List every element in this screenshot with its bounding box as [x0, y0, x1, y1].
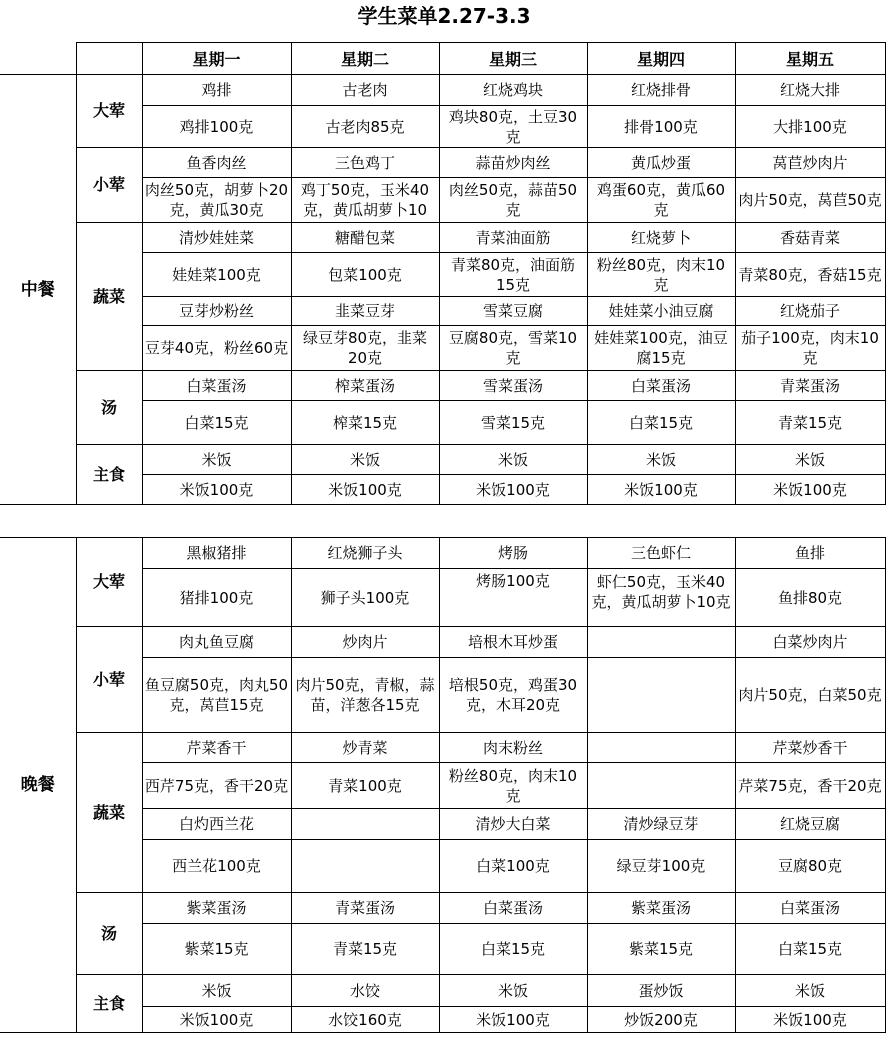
dish-cell: 烤肠	[439, 538, 587, 569]
empty-header-cell	[76, 43, 142, 75]
dish-cell: 古老肉	[291, 75, 439, 106]
portion-cell: 芹菜75克，香干20克	[735, 763, 885, 809]
portion-cell: 大排100克	[735, 106, 885, 148]
portion-cell: 炒饭200克	[587, 1007, 735, 1033]
portion-cell: 娃娃菜100克	[142, 253, 291, 297]
portion-cell: 茄子100克，肉末10克	[735, 326, 885, 371]
category-label: 蔬菜	[76, 223, 142, 371]
lunch-table	[0, 42, 886, 505]
portion-text: 虾仁50克，玉米40克，黄瓜胡萝卜10克	[591, 573, 731, 611]
dish-cell: 米饭	[735, 445, 885, 475]
dish-cell: 培根木耳炒蛋	[439, 627, 587, 658]
dish-cell: 白灼西兰花	[142, 809, 291, 840]
meal-label: 中餐	[0, 75, 76, 505]
dish-cell: 鸡排	[142, 75, 291, 106]
portion-cell: 娃娃菜100克，油豆腐15克	[587, 326, 735, 371]
dish-cell: 青菜油面筋	[439, 223, 587, 253]
dish-cell: 红烧茄子	[735, 297, 885, 326]
dish-cell: 蛋炒饭	[587, 975, 735, 1007]
dish-cell: 炒肉片	[291, 627, 439, 658]
portion-cell	[587, 658, 735, 733]
category-label: 主食	[76, 445, 142, 505]
portion-cell: 米饭100克	[291, 475, 439, 505]
portion-cell: 白菜15克	[735, 924, 885, 975]
category-label: 小荤	[76, 148, 142, 223]
portion-cell: 豆腐80克	[735, 840, 885, 893]
portion-cell: 白菜100克	[439, 840, 587, 893]
table-row	[0, 445, 885, 475]
dish-cell: 鱼香肉丝	[142, 148, 291, 178]
portion-cell: 粉丝80克，肉末10克	[587, 253, 735, 297]
dinner-table	[0, 537, 886, 1033]
portion-cell: 紫菜15克	[587, 924, 735, 975]
portion-cell: 肉片50克，青椒，蒜苗，洋葱各15克	[291, 658, 439, 733]
meal-label: 晚餐	[0, 538, 76, 1033]
portion-cell	[439, 569, 587, 627]
table-row	[0, 538, 885, 569]
dish-cell: 米饭	[439, 975, 587, 1007]
dish-cell: 肉末粉丝	[439, 733, 587, 763]
dish-cell: 白菜蛋汤	[142, 371, 291, 401]
portion-cell: 肉片50克，莴苣50克	[735, 178, 885, 223]
dish-cell: 紫菜蛋汤	[142, 893, 291, 924]
portion-cell: 肉丝50克，蒜苗50克	[439, 178, 587, 223]
dish-cell: 白菜蛋汤	[439, 893, 587, 924]
dish-cell: 米饭	[587, 445, 735, 475]
portion-cell: 雪菜15克	[439, 401, 587, 445]
table-row	[0, 975, 885, 1007]
portion-cell: 鸡块80克，土豆30克	[439, 106, 587, 148]
dish-cell: 清炒绿豆芽	[587, 809, 735, 840]
dish-cell: 红烧鸡块	[439, 75, 587, 106]
dish-cell: 莴苣炒肉片	[735, 148, 885, 178]
dish-cell: 炒青菜	[291, 733, 439, 763]
portion-cell	[587, 763, 735, 809]
dish-cell: 米饭	[291, 445, 439, 475]
dish-cell: 韭菜豆芽	[291, 297, 439, 326]
dish-cell: 三色鸡丁	[291, 148, 439, 178]
portion-cell: 米饭100克	[587, 475, 735, 505]
weekday-header: 星期四	[587, 43, 735, 75]
category-label: 小荤	[76, 627, 142, 733]
dish-cell: 香菇青菜	[735, 223, 885, 253]
portion-cell: 鸡蛋60克，黄瓜60克	[587, 178, 735, 223]
portion-cell: 排骨100克	[587, 106, 735, 148]
dish-cell: 米饭	[142, 445, 291, 475]
category-label: 蔬菜	[76, 733, 142, 893]
portion-cell: 青菜80克，香菇15克	[735, 253, 885, 297]
dish-cell: 红烧排骨	[587, 75, 735, 106]
portion-cell: 肉丝50克，胡萝卜20克，黄瓜30克	[142, 178, 291, 223]
dish-cell: 鱼排	[735, 538, 885, 569]
dish-cell: 红烧豆腐	[735, 809, 885, 840]
category-label: 大荤	[76, 538, 142, 627]
portion-cell: 青菜80克，油面筋15克	[439, 253, 587, 297]
dish-cell	[587, 733, 735, 763]
portion-cell: 米饭100克	[735, 475, 885, 505]
dish-cell: 榨菜蛋汤	[291, 371, 439, 401]
dish-cell: 黑椒猪排	[142, 538, 291, 569]
menu-title: 学生菜单2.27-3.3	[357, 4, 531, 28]
dish-cell: 米饭	[439, 445, 587, 475]
dish-cell: 白菜炒肉片	[735, 627, 885, 658]
portion-cell: 培根50克，鸡蛋30克，木耳20克	[439, 658, 587, 733]
portion-cell: 青菜100克	[291, 763, 439, 809]
table-row	[0, 893, 885, 924]
table-row	[0, 733, 885, 763]
portion-cell: 猪排100克	[142, 569, 291, 627]
dish-cell	[587, 627, 735, 658]
table-row	[0, 148, 885, 178]
portion-cell: 白菜15克	[587, 401, 735, 445]
dish-cell: 黄瓜炒蛋	[587, 148, 735, 178]
portion-cell: 水饺160克	[291, 1007, 439, 1033]
portion-cell: 青菜15克	[291, 924, 439, 975]
dish-cell: 青菜蛋汤	[735, 371, 885, 401]
portion-cell: 绿豆芽80克，韭菜20克	[291, 326, 439, 371]
portion-cell: 绿豆芽100克	[587, 840, 735, 893]
category-label: 大荤	[76, 75, 142, 148]
portion-cell: 米饭100克	[735, 1007, 885, 1033]
portion-cell: 狮子头100克	[291, 569, 439, 627]
dish-cell: 肉丸鱼豆腐	[142, 627, 291, 658]
portion-cell: 榨菜15克	[291, 401, 439, 445]
portion-cell	[587, 569, 735, 627]
dish-cell: 红烧萝卜	[587, 223, 735, 253]
dish-cell: 白菜蛋汤	[587, 371, 735, 401]
portion-cell: 青菜15克	[735, 401, 885, 445]
table-row	[0, 75, 885, 106]
weekday-header: 星期二	[291, 43, 439, 75]
dish-cell: 水饺	[291, 975, 439, 1007]
dish-cell: 米饭	[142, 975, 291, 1007]
dish-cell: 紫菜蛋汤	[587, 893, 735, 924]
portion-cell: 豆芽40克，粉丝60克	[142, 326, 291, 371]
weekday-header: 星期一	[142, 43, 291, 75]
portion-cell: 古老肉85克	[291, 106, 439, 148]
dish-cell: 豆芽炒粉丝	[142, 297, 291, 326]
portion-cell: 鸡丁50克，玉米40克，黄瓜胡萝卜10	[291, 178, 439, 223]
weekday-header: 星期五	[735, 43, 885, 75]
dish-cell: 芹菜炒香干	[735, 733, 885, 763]
portion-cell: 豆腐80克，雪菜10克	[439, 326, 587, 371]
dish-cell: 红烧大排	[735, 75, 885, 106]
dish-cell: 雪菜蛋汤	[439, 371, 587, 401]
table-row	[0, 371, 885, 401]
dish-cell: 白菜蛋汤	[735, 893, 885, 924]
category-label: 主食	[76, 975, 142, 1033]
dish-cell: 青菜蛋汤	[291, 893, 439, 924]
weekday-header-row	[0, 43, 885, 75]
dish-cell: 清炒娃娃菜	[142, 223, 291, 253]
portion-text: 烤肠100克	[476, 571, 550, 590]
portion-cell: 西兰花100克	[142, 840, 291, 893]
dish-cell: 三色虾仁	[587, 538, 735, 569]
dish-cell	[291, 809, 439, 840]
portion-cell: 米饭100克	[142, 475, 291, 505]
portion-cell	[291, 840, 439, 893]
weekday-header: 星期三	[439, 43, 587, 75]
portion-cell: 鱼豆腐50克，肉丸50克，莴苣15克	[142, 658, 291, 733]
portion-cell: 白菜15克	[439, 924, 587, 975]
empty-header-cell	[0, 43, 76, 75]
category-label: 汤	[76, 893, 142, 975]
table-row	[0, 627, 885, 658]
portion-cell: 包菜100克	[291, 253, 439, 297]
portion-cell: 粉丝80克，肉末10克	[439, 763, 587, 809]
portion-cell: 米饭100克	[439, 475, 587, 505]
dish-cell: 雪菜豆腐	[439, 297, 587, 326]
dish-cell: 糖醋包菜	[291, 223, 439, 253]
table-row	[0, 223, 885, 253]
portion-cell: 米饭100克	[439, 1007, 587, 1033]
dish-cell: 红烧狮子头	[291, 538, 439, 569]
portion-cell: 米饭100克	[142, 1007, 291, 1033]
portion-cell: 鸡排100克	[142, 106, 291, 148]
dish-cell: 芹菜香干	[142, 733, 291, 763]
portion-cell: 肉片50克，白菜50克	[735, 658, 885, 733]
dish-cell: 娃娃菜小油豆腐	[587, 297, 735, 326]
dish-cell: 清炒大白菜	[439, 809, 587, 840]
portion-cell: 鱼排80克	[735, 569, 885, 627]
portion-cell: 紫菜15克	[142, 924, 291, 975]
dish-cell: 米饭	[735, 975, 885, 1007]
portion-cell: 白菜15克	[142, 401, 291, 445]
dish-cell: 蒜苗炒肉丝	[439, 148, 587, 178]
portion-cell: 西芹75克，香干20克	[142, 763, 291, 809]
category-label: 汤	[76, 371, 142, 445]
